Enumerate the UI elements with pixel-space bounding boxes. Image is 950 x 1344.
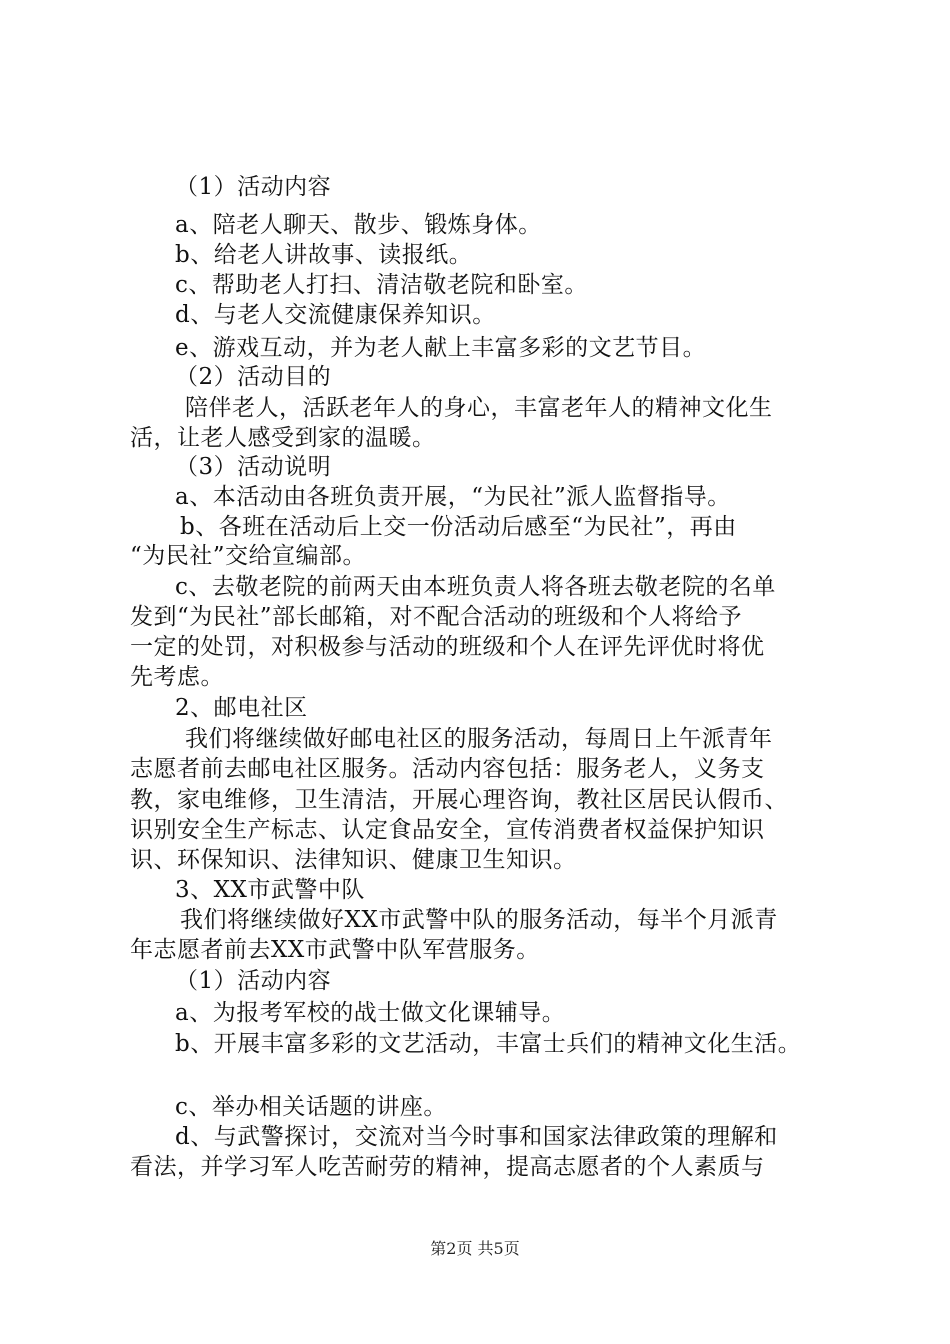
list-item: b、给老人讲故事、读报纸。: [175, 242, 473, 268]
paragraph-line: 识、环保知识、法律知识、健康卫生知识。: [130, 847, 577, 873]
paragraph-line: 陪伴老人，活跃老年人的身心，丰富老年人的精神文化生: [185, 395, 773, 421]
paragraph-line: 看法，并学习军人吃苦耐劳的精神，提高志愿者的个人素质与: [130, 1154, 765, 1180]
paragraph-line: 我们将继续做好XX市武警中队的服务活动，每半个月派青: [180, 907, 778, 933]
section-heading-activity-notes: （3）活动说明: [175, 454, 332, 480]
list-item: a、陪老人聊天、散步、锻炼身体。: [175, 212, 542, 238]
page-number-footer: 第2页 共5页: [430, 1239, 520, 1258]
list-item: a、为报考军校的战士做文化课辅导。: [175, 1000, 566, 1026]
section-heading-postal-community: 2、邮电社区: [175, 695, 308, 721]
paragraph-line: 活，让老人感受到家的温暖。: [130, 425, 436, 451]
list-item: a、本活动由各班负责开展，“为民社”派人监督指导。: [175, 484, 731, 510]
paragraph-line: 志愿者前去邮电社区服务。活动内容包括：服务老人，义务支: [130, 756, 765, 782]
list-item: c、举办相关话题的讲座。: [175, 1094, 447, 1120]
section-heading-activity-content: （1）活动内容: [175, 968, 332, 994]
section-heading-armed-police: 3、XX市武警中队: [175, 877, 365, 903]
paragraph-line: 教，家电维修，卫生清洁，开展心理咨询，教社区居民认假币、: [130, 787, 788, 813]
paragraph-line: 先考虑。: [130, 664, 224, 690]
section-heading-activity-purpose: （2）活动目的: [175, 364, 332, 390]
section-heading-activity-content: （1）活动内容: [175, 174, 332, 200]
list-item: d、与老人交流健康保养知识。: [175, 302, 496, 328]
paragraph-line: 发到“为民社”部长邮箱，对不配合活动的班级和个人将给予: [130, 604, 743, 630]
paragraph-line: 识别安全生产标志、认定食品安全，宣传消费者权益保护知识: [130, 817, 765, 843]
paragraph-line: 我们将继续做好邮电社区的服务活动，每周日上午派青年: [185, 726, 773, 752]
list-item: d、与武警探讨，交流对当今时事和国家法律政策的理解和: [175, 1124, 778, 1150]
paragraph-line: 年志愿者前去XX市武警中队军营服务。: [130, 937, 540, 963]
list-item: c、帮助老人打扫、清洁敬老院和卧室。: [175, 272, 588, 298]
list-item: b、各班在活动后上交一份活动后感至“为民社”，再由: [180, 514, 737, 540]
list-item: e、游戏互动，并为老人献上丰富多彩的文艺节目。: [175, 335, 707, 361]
list-item: b、开展丰富多彩的文艺活动，丰富士兵们的精神文化生活。: [175, 1031, 802, 1057]
paragraph-line: 一定的处罚，对积极参与活动的班级和个人在评先评优时将优: [130, 634, 765, 660]
paragraph-line: “为民社”交给宣编部。: [130, 543, 367, 569]
list-item: c、去敬老院的前两天由本班负责人将各班去敬老院的名单: [175, 574, 776, 600]
